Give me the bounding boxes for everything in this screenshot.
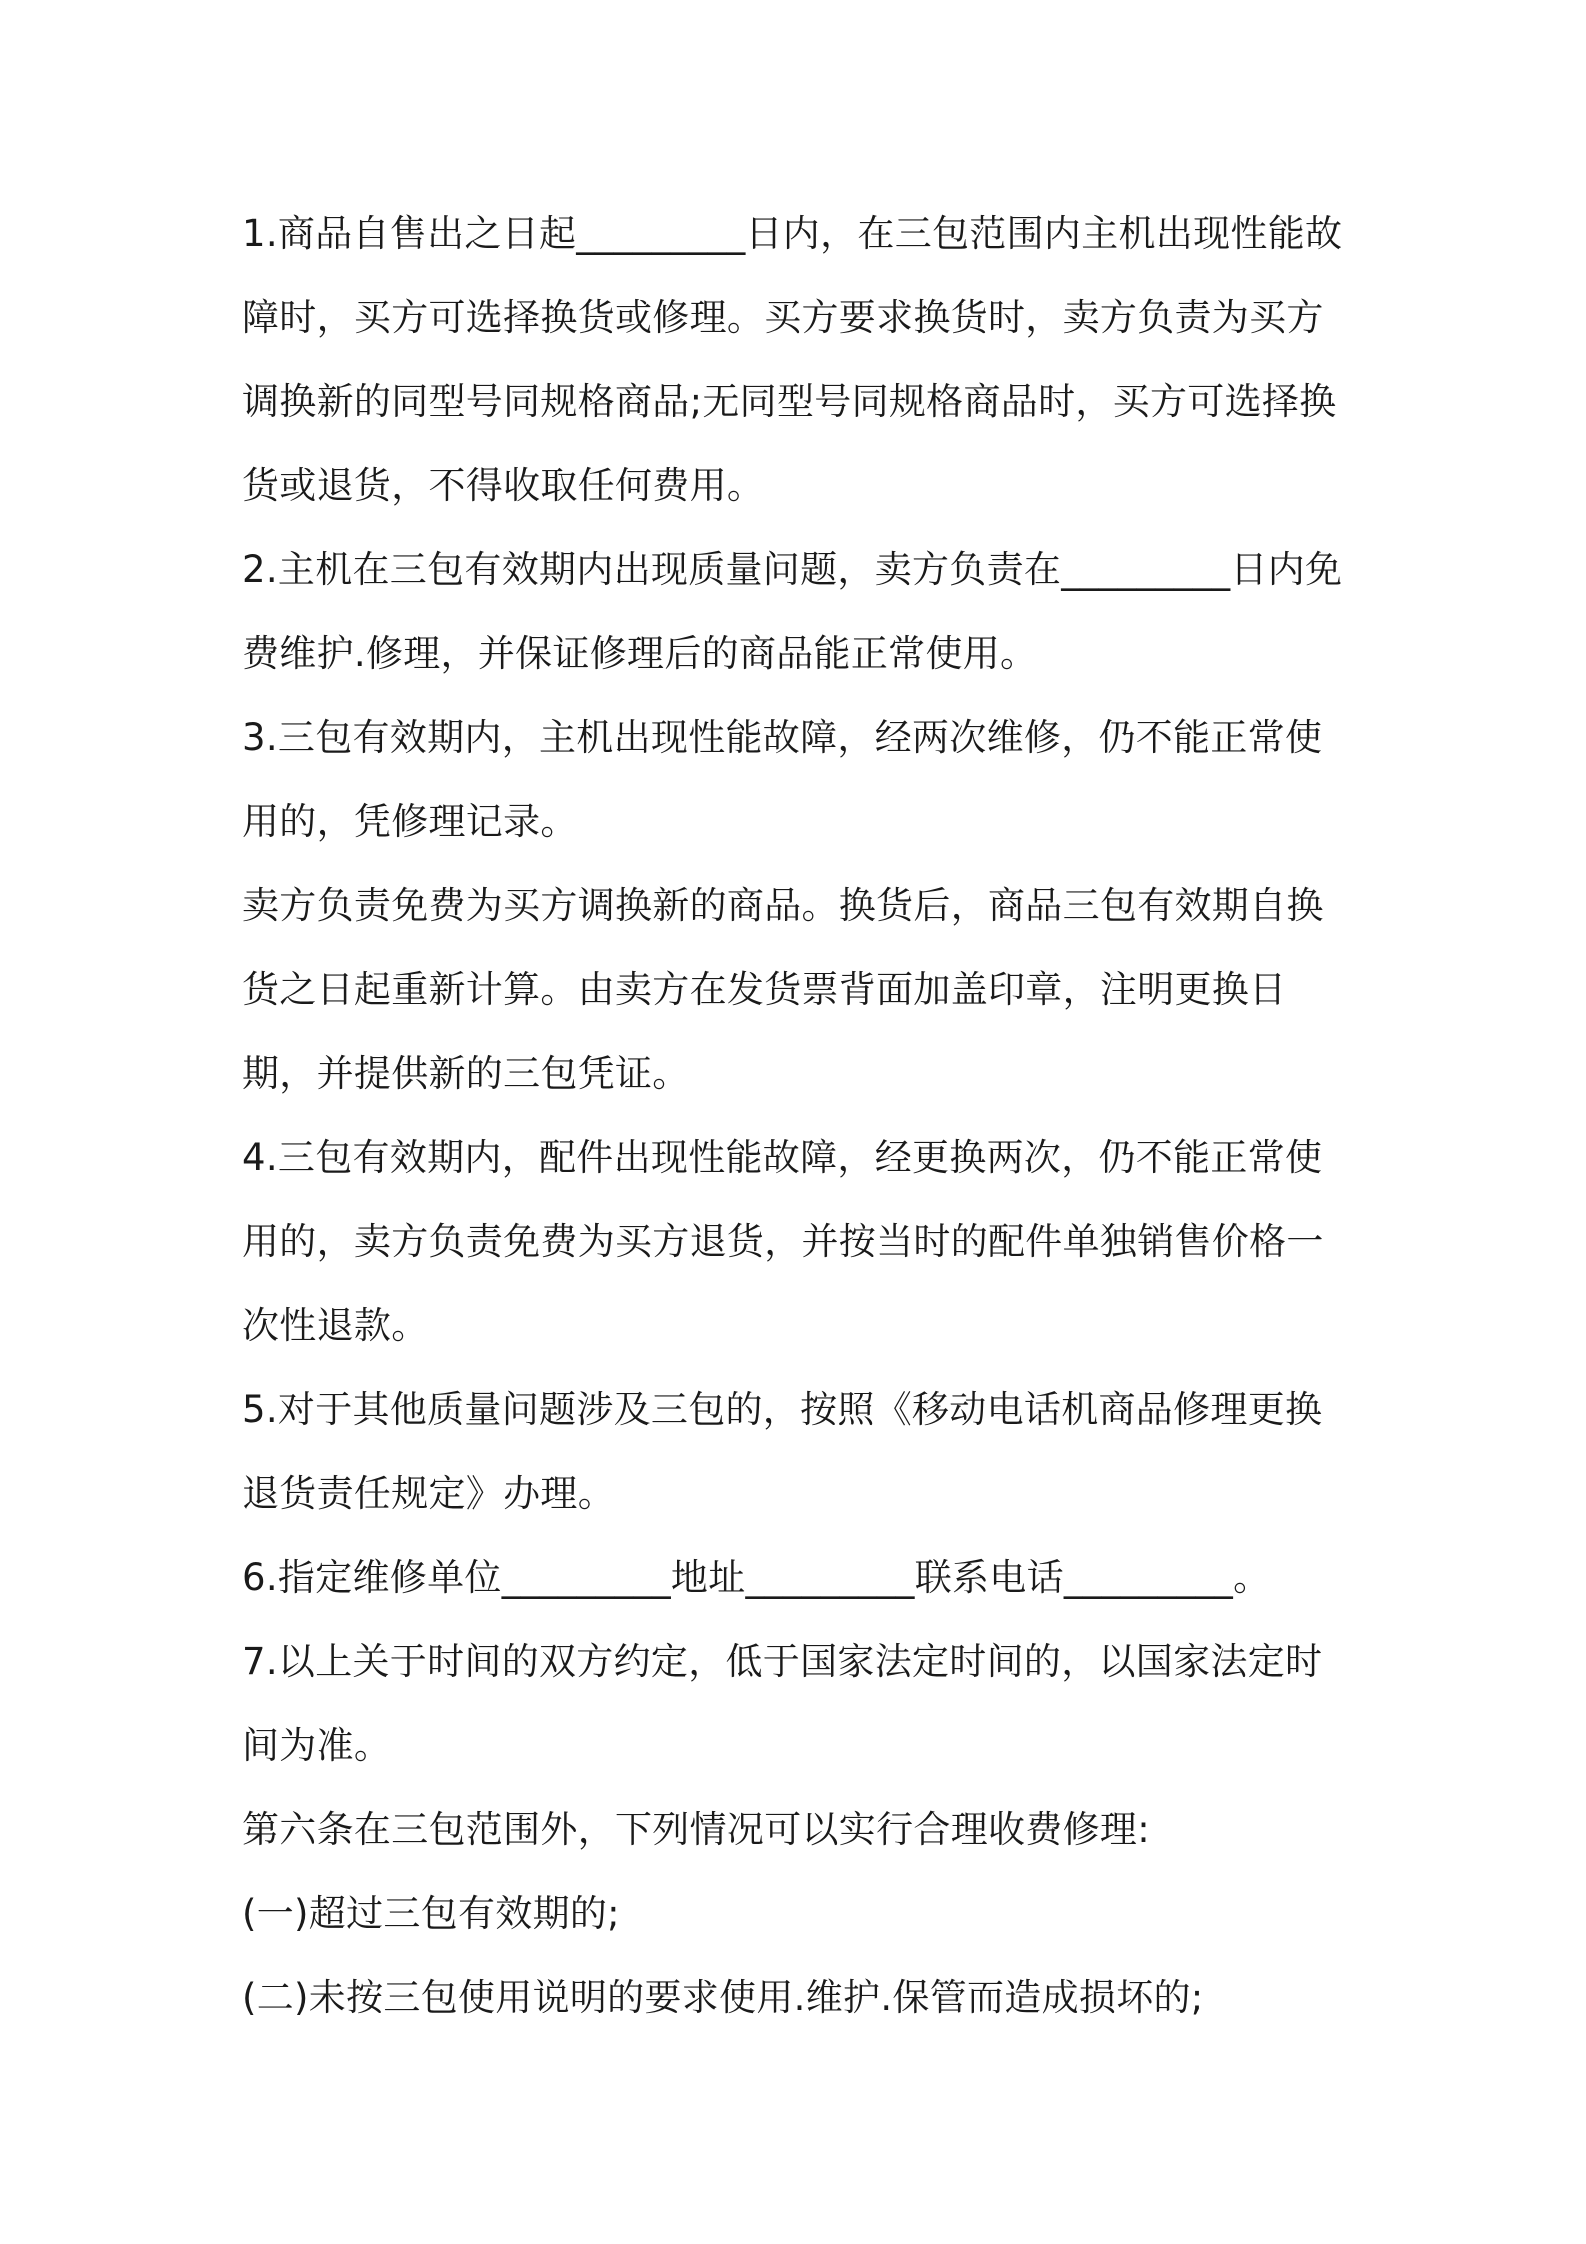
clause-5-other-issues: 5.对于其他质量问题涉及三包的，按照《移动电话机商品修理更换退货责任规定》办理。 [242, 1388, 1323, 1515]
article-6-item-1: (一)超过三包有效期的; [242, 1892, 620, 1935]
clause-2-free-repair: 2.主机在三包有效期内出现质量问题，卖方负责在_________日内免费维护.修理，并保证修理后的商品能正常使用。 [242, 548, 1343, 675]
clause-4-accessory-refund: 4.三包有效期内，配件出现性能故障，经更换两次，仍不能正常使用的，卖方负责免费为买方退货，并按当时的配件单独销售价格一次性退款。 [242, 1136, 1324, 1347]
document-body [242, 192, 1357, 2040]
clause-6-repair-contact: 6.指定维修单位_________地址_________联系电话_________。 [242, 1556, 1271, 1599]
article-6-heading: 第六条在三包范围外，下列情况可以实行合理收费修理: [242, 1808, 1150, 1851]
clause-3-repeated-failure: 3.三包有效期内，主机出现性能故障，经两次维修，仍不能正常使用的，凭修理记录。 [242, 716, 1323, 843]
clause-1-exchange-repair: 1.商品自售出之日起_________日内，在三包范围内主机出现性能故障时，买方可选择换货或修理。买方要求换货时，卖方负责为买方调换新的同型号同规格商品;无同型号同规格商品时，买方可选择换货或退货，不得收取任何费用。 [242, 212, 1343, 507]
clause-3-exchange-details: 卖方负责免费为买方调换新的商品。换货后，商品三包有效期自换货之日起重新计算。由卖方在发货票背面加盖印章，注明更换日期，并提供新的三包凭证。 [242, 884, 1324, 1095]
clause-7-legal-time: 7.以上关于时间的双方约定，低于国家法定时间的，以国家法定时间为准。 [242, 1640, 1323, 1767]
article-6-item-2: (二)未按三包使用说明的要求使用.维护.保管而造成损坏的; [242, 1976, 1204, 2019]
